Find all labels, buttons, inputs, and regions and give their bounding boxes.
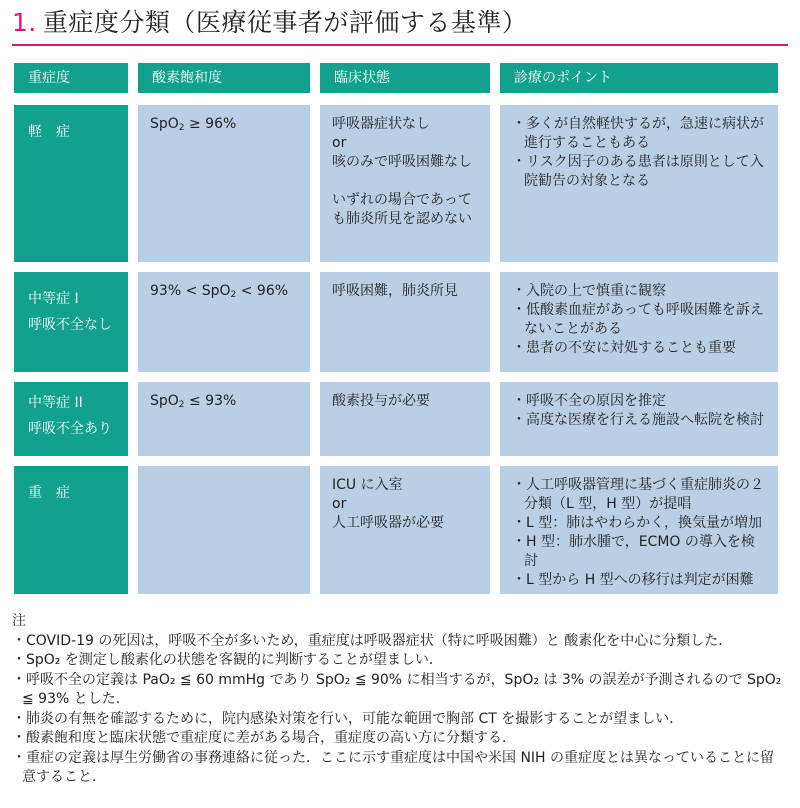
- spo2-sub: 2: [230, 290, 237, 300]
- header-severity: 重症度: [14, 63, 128, 93]
- spo2-suffix: ≥ 96%: [184, 116, 237, 132]
- point-item: ・高度な医療を行える施設へ転院を検討: [512, 412, 764, 428]
- clinical-line: も肺炎所見を認めない: [332, 211, 472, 227]
- clinical-line: ICU に入室: [332, 477, 403, 493]
- clinical-line: or: [332, 496, 347, 512]
- severity-cell-moderate-1: [14, 272, 128, 372]
- clinical-line: 呼吸困難，肺炎所見: [332, 283, 458, 299]
- clinical-line: 人工呼吸器が必要: [332, 515, 444, 531]
- points-cell-mild: [500, 105, 778, 262]
- title-underline: [12, 44, 788, 46]
- clinical-blank-line: [332, 172, 478, 191]
- severity-sublabel: 呼吸不全なし: [28, 317, 112, 333]
- points-cell-severe: [500, 466, 778, 594]
- notes-heading: 注: [12, 613, 26, 629]
- spo2-suffix: < 96%: [236, 283, 289, 299]
- clinical-cell-moderate-2: [320, 382, 490, 456]
- header-points: 診療のポイント: [500, 63, 778, 93]
- spo2-suffix: ≤ 93%: [184, 393, 237, 409]
- point-item: ・L 型：肺はやわらかく，換気量が増加: [512, 515, 762, 531]
- point-item: ・リスク因子のある患者は原則として入院勧告の対象となる: [512, 154, 764, 189]
- clinical-line: or: [332, 135, 347, 151]
- note-item: ・肺炎の有無を確認するために，院内感染対策を行い，可能な範囲で胸部 CT を撮影することが望ましい．: [12, 710, 684, 727]
- note-item: ・重症の定義は厚生労働省の事務連絡に従った．ここに示す重症度は中国や米国 NIH の重症度とは異なっていることに留意すること．: [12, 749, 775, 785]
- clinical-cell-severe: [320, 466, 490, 594]
- clinical-line: 酸素投与が必要: [332, 393, 430, 409]
- severity-label: 中等症 I: [28, 291, 79, 307]
- severity-sublabel: 呼吸不全あり: [28, 421, 112, 437]
- severity-cell-moderate-2: [14, 382, 128, 456]
- point-item: ・L 型から H 型への移行は判定が困難: [512, 572, 754, 588]
- spo2-sub: 2: [178, 400, 185, 410]
- points-cell-moderate-1: [500, 272, 778, 372]
- title-text: 重症度分類（医療従事者が評価する基準）: [42, 8, 528, 37]
- notes-section: [12, 612, 788, 788]
- clinical-line: いずれの場合であって: [332, 192, 472, 208]
- clinical-line: 咳のみで呼吸困難なし: [332, 154, 472, 170]
- section-number: 1.: [12, 8, 37, 37]
- severity-label: 中等症 II: [28, 395, 83, 411]
- spo2-prefix: SpO: [150, 393, 179, 409]
- spo2-prefix: SpO: [150, 116, 179, 132]
- point-item: ・低酸素血症があっても呼吸困難を訴えないことがある: [512, 302, 764, 337]
- point-item: ・人工呼吸器管理に基づく重症肺炎の２分類（L 型，H 型）が提唱: [512, 477, 764, 512]
- severity-cell-severe: [14, 466, 128, 594]
- severity-label: 重 症: [28, 485, 70, 501]
- point-item: ・入院の上で慎重に観察: [512, 283, 666, 299]
- clinical-cell-moderate-1: [320, 272, 490, 372]
- point-item: ・患者の不安に対処することも重要: [512, 340, 736, 356]
- clinical-cell-mild: [320, 105, 490, 262]
- spo2-cell-mild: [138, 105, 310, 262]
- spo2-cell-severe: [138, 466, 310, 594]
- severity-label: 軽 症: [28, 124, 70, 140]
- note-item: ・COVID-19 の死因は，呼吸不全が多いため，重症度は呼吸器症状（特に呼吸困難）と 酸素化を中心に分類した．: [12, 632, 733, 649]
- header-spo2: 酸素飽和度: [138, 63, 310, 93]
- points-cell-moderate-2: [500, 382, 778, 456]
- point-item: ・呼吸不全の原因を推定: [512, 393, 666, 409]
- spo2-sub: 2: [178, 123, 185, 133]
- header-clinical: 臨床状態: [320, 63, 490, 93]
- page-title: [12, 4, 788, 42]
- clinical-line: 呼吸器症状なし: [332, 116, 430, 132]
- spo2-cell-moderate-1: [138, 272, 310, 372]
- spo2-cell-moderate-2: [138, 382, 310, 456]
- note-item: ・SpO₂ を測定し酸素化の状態を客観的に判断することが望ましい．: [12, 652, 443, 668]
- point-item: ・H 型：肺水腫で，ECMO の導入を検討: [512, 534, 755, 569]
- spo2-prefix: 93% < SpO: [150, 283, 231, 299]
- point-item: ・多くが自然軽快するが，急速に病状が進行することもある: [512, 116, 764, 151]
- note-item: ・呼吸不全の定義は PaO₂ ≦ 60 mmHg であり SpO₂ ≦ 90% に相当するが，SpO₂ は 3% の誤差が予測されるので SpO₂ ≦ 93% とした．: [12, 671, 782, 707]
- severity-cell-mild: [14, 105, 128, 262]
- note-item: ・酸素飽和度と臨床状態で重症度に差がある場合，重症度の高い方に分類する．: [12, 730, 516, 746]
